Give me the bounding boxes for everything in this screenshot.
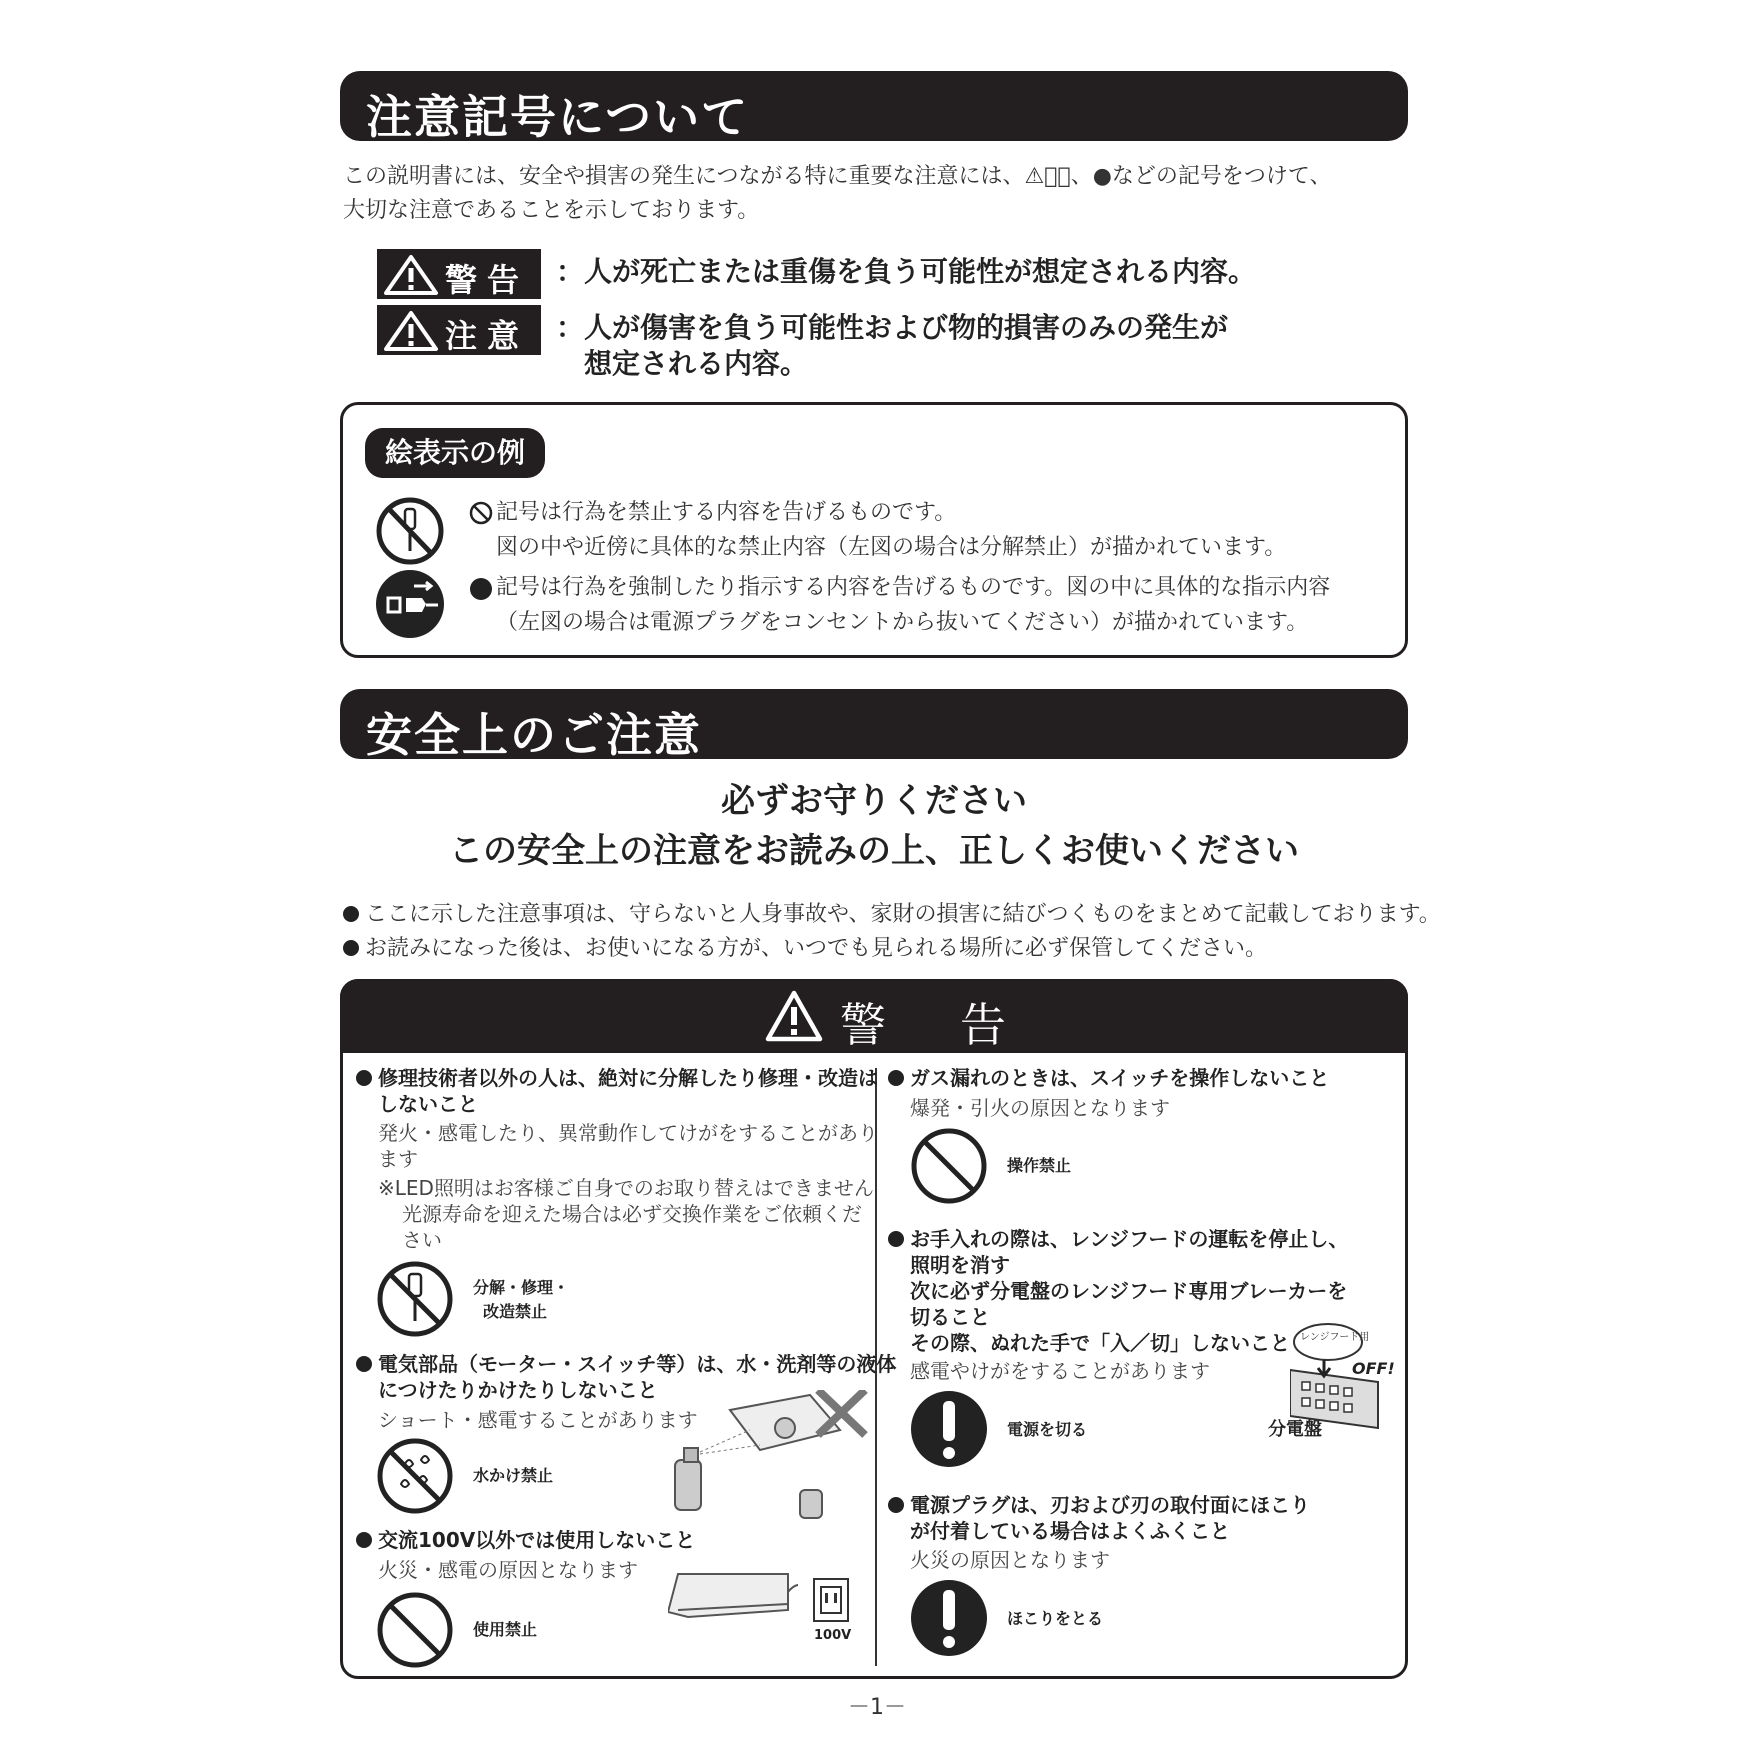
item-title: しないこと bbox=[378, 1092, 478, 1116]
bullet-text: ここに示した注意事項は、守らないと人身事故や、家財の損害に結びつくものをまとめて記載しております。 bbox=[365, 902, 1441, 927]
breaker-tag: レンジフード用 bbox=[1300, 1332, 1370, 1343]
item-note: ※LED照明はお客様ご自身でのお取り替えはできません bbox=[378, 1176, 874, 1200]
item-note: 光源寿命を迎えた場合は必ず交換作業をご依頼くだ bbox=[402, 1202, 862, 1226]
icon-label: 水かけ禁止 bbox=[473, 1466, 554, 1485]
warning-triangle-icon bbox=[764, 989, 824, 1043]
caution-description-line2: 想定される内容。 bbox=[584, 347, 809, 380]
warning-tag-label: 警告 bbox=[445, 261, 530, 299]
bullet-icon bbox=[887, 1230, 905, 1248]
item-body: 火災・感電の原因となります bbox=[378, 1558, 638, 1582]
bullet-item-2 bbox=[343, 932, 1267, 966]
section-banner-safety bbox=[340, 689, 1408, 762]
caution-tag bbox=[377, 305, 541, 355]
item-note: さい bbox=[402, 1228, 442, 1252]
headline-1: 必ずお守りください bbox=[721, 781, 1027, 821]
caution-triangle-icon bbox=[383, 310, 439, 352]
item-title: 切ること bbox=[910, 1305, 990, 1329]
item-title: 電気部品（モーター・スイッチ等）は、水・洗剤等の液体 bbox=[378, 1352, 897, 1376]
page-number: －1－ bbox=[848, 1695, 906, 1720]
item-title: につけたりかけたりしないこと bbox=[378, 1378, 658, 1402]
mandatory-description-line1: 記号は行為を強制したり指示する内容を告げるものです。図の中に具体的な指示内容 bbox=[496, 575, 1331, 600]
spray-hood-illustration bbox=[670, 1390, 870, 1520]
outlet-label: 100V bbox=[814, 1628, 852, 1643]
section-banner-symbols bbox=[340, 71, 1408, 144]
intro-text-line2: 大切な注意であることを示しております。 bbox=[343, 198, 760, 223]
bullet-text: お読みになった後は、お使いになる方が、いつでも見られる場所に必ず保管してください。 bbox=[365, 936, 1268, 961]
caution-description-line1: ：人が傷害を負う可能性および物的損害のみの発生が bbox=[556, 311, 1229, 344]
pictogram-label: 絵表示の例 bbox=[365, 428, 545, 478]
bullet-icon bbox=[355, 1531, 373, 1549]
item-body: 爆発・引火の原因となります bbox=[910, 1096, 1170, 1120]
bullet-icon bbox=[355, 1355, 373, 1373]
off-label: OFF! bbox=[1352, 1359, 1395, 1378]
warning-description: ：人が死亡または重傷を負う可能性が想定される内容。 bbox=[556, 255, 1257, 288]
item-body: 発火・感電したり、異常動作してけがをすることがあり bbox=[378, 1121, 878, 1145]
bullet-icon bbox=[887, 1069, 905, 1087]
warning-triangle-icon bbox=[383, 254, 439, 296]
outlet-icon bbox=[812, 1577, 852, 1625]
mandatory-exclamation-icon bbox=[909, 1389, 989, 1469]
prohibited-icon bbox=[375, 1590, 455, 1670]
section-title: 安全上のご注意 bbox=[366, 708, 702, 762]
disassembly-prohibited-icon bbox=[375, 1259, 455, 1339]
bullet-icon bbox=[355, 1069, 373, 1087]
bullet-icon bbox=[343, 940, 359, 956]
section-title: 注意記号について bbox=[366, 90, 750, 144]
icon-label: 使用禁止 bbox=[473, 1620, 538, 1639]
disassembly-prohibited-icon bbox=[374, 495, 446, 567]
caution-tag-label: 注意 bbox=[445, 317, 530, 355]
no-water-icon bbox=[375, 1436, 455, 1516]
warning-tag bbox=[377, 249, 541, 299]
item-title: お手入れの際は、レンジフードの運転を停止し、 bbox=[910, 1227, 1349, 1251]
intro-text-line1: この説明書には、安全や損害の発生につながる特に重要な注意には、⚠、⃠、●などの記号をつけて、 bbox=[343, 164, 1332, 189]
icon-label: ほこりをとる bbox=[1007, 1609, 1104, 1628]
icon-label: 操作禁止 bbox=[1007, 1156, 1072, 1175]
prohibit-symbol-icon bbox=[468, 500, 494, 526]
icon-label: 分解・修理・ bbox=[473, 1278, 570, 1297]
item-title: ガス漏れのときは、スイッチを操作しないこと bbox=[910, 1066, 1330, 1090]
item-body: ます bbox=[378, 1147, 418, 1171]
item-title: 照明を消す bbox=[910, 1253, 1010, 1277]
prohibit-description-line1: 記号は行為を禁止する内容を告げるものです。 bbox=[496, 500, 957, 525]
item-body: ショート・感電することがあります bbox=[378, 1408, 698, 1432]
item-title: が付着している場合はよくふくこと bbox=[910, 1519, 1230, 1543]
item-title: 交流100V以外では使用しないこと bbox=[378, 1528, 696, 1552]
icon-label: 改造禁止 bbox=[483, 1302, 548, 1321]
mandatory-description-line2: （左図の場合は電源プラグをコンセントから抜いてください）が描かれています。 bbox=[496, 610, 1309, 635]
bullet-item-1 bbox=[343, 898, 1441, 932]
unplug-mandatory-icon bbox=[374, 568, 446, 640]
item-body: 火災の原因となります bbox=[910, 1548, 1110, 1572]
prohibit-description-line2: 図の中や近傍に具体的な禁止内容（左図の場合は分解禁止）が描かれています。 bbox=[496, 535, 1287, 560]
bullet-icon bbox=[343, 906, 359, 922]
mandatory-symbol-icon bbox=[468, 576, 494, 602]
item-body: 感電やけがをすることがあります bbox=[910, 1359, 1210, 1383]
headline-2: この安全上の注意をお読みの上、正しくお使いください bbox=[449, 831, 1299, 871]
bullet-icon bbox=[887, 1496, 905, 1514]
warning-panel-header bbox=[340, 979, 1408, 1053]
panel-label: 分電盤 bbox=[1268, 1419, 1322, 1440]
item-title: 電源プラグは、刃および刃の取付面にほこり bbox=[910, 1493, 1310, 1517]
warning-panel-title: 警 告 bbox=[840, 998, 1020, 1052]
prohibited-icon bbox=[909, 1126, 989, 1206]
item-title: その際、ぬれた手で「入／切」しないこと bbox=[910, 1331, 1290, 1355]
mandatory-exclamation-icon bbox=[909, 1578, 989, 1658]
item-title: 次に必ず分電盤のレンジフード専用ブレーカーを bbox=[910, 1279, 1348, 1303]
item-title: 修理技術者以外の人は、絶対に分解したり修理・改造は bbox=[378, 1066, 878, 1090]
range-hood-illustration bbox=[668, 1572, 798, 1632]
icon-label: 電源を切る bbox=[1007, 1420, 1088, 1439]
